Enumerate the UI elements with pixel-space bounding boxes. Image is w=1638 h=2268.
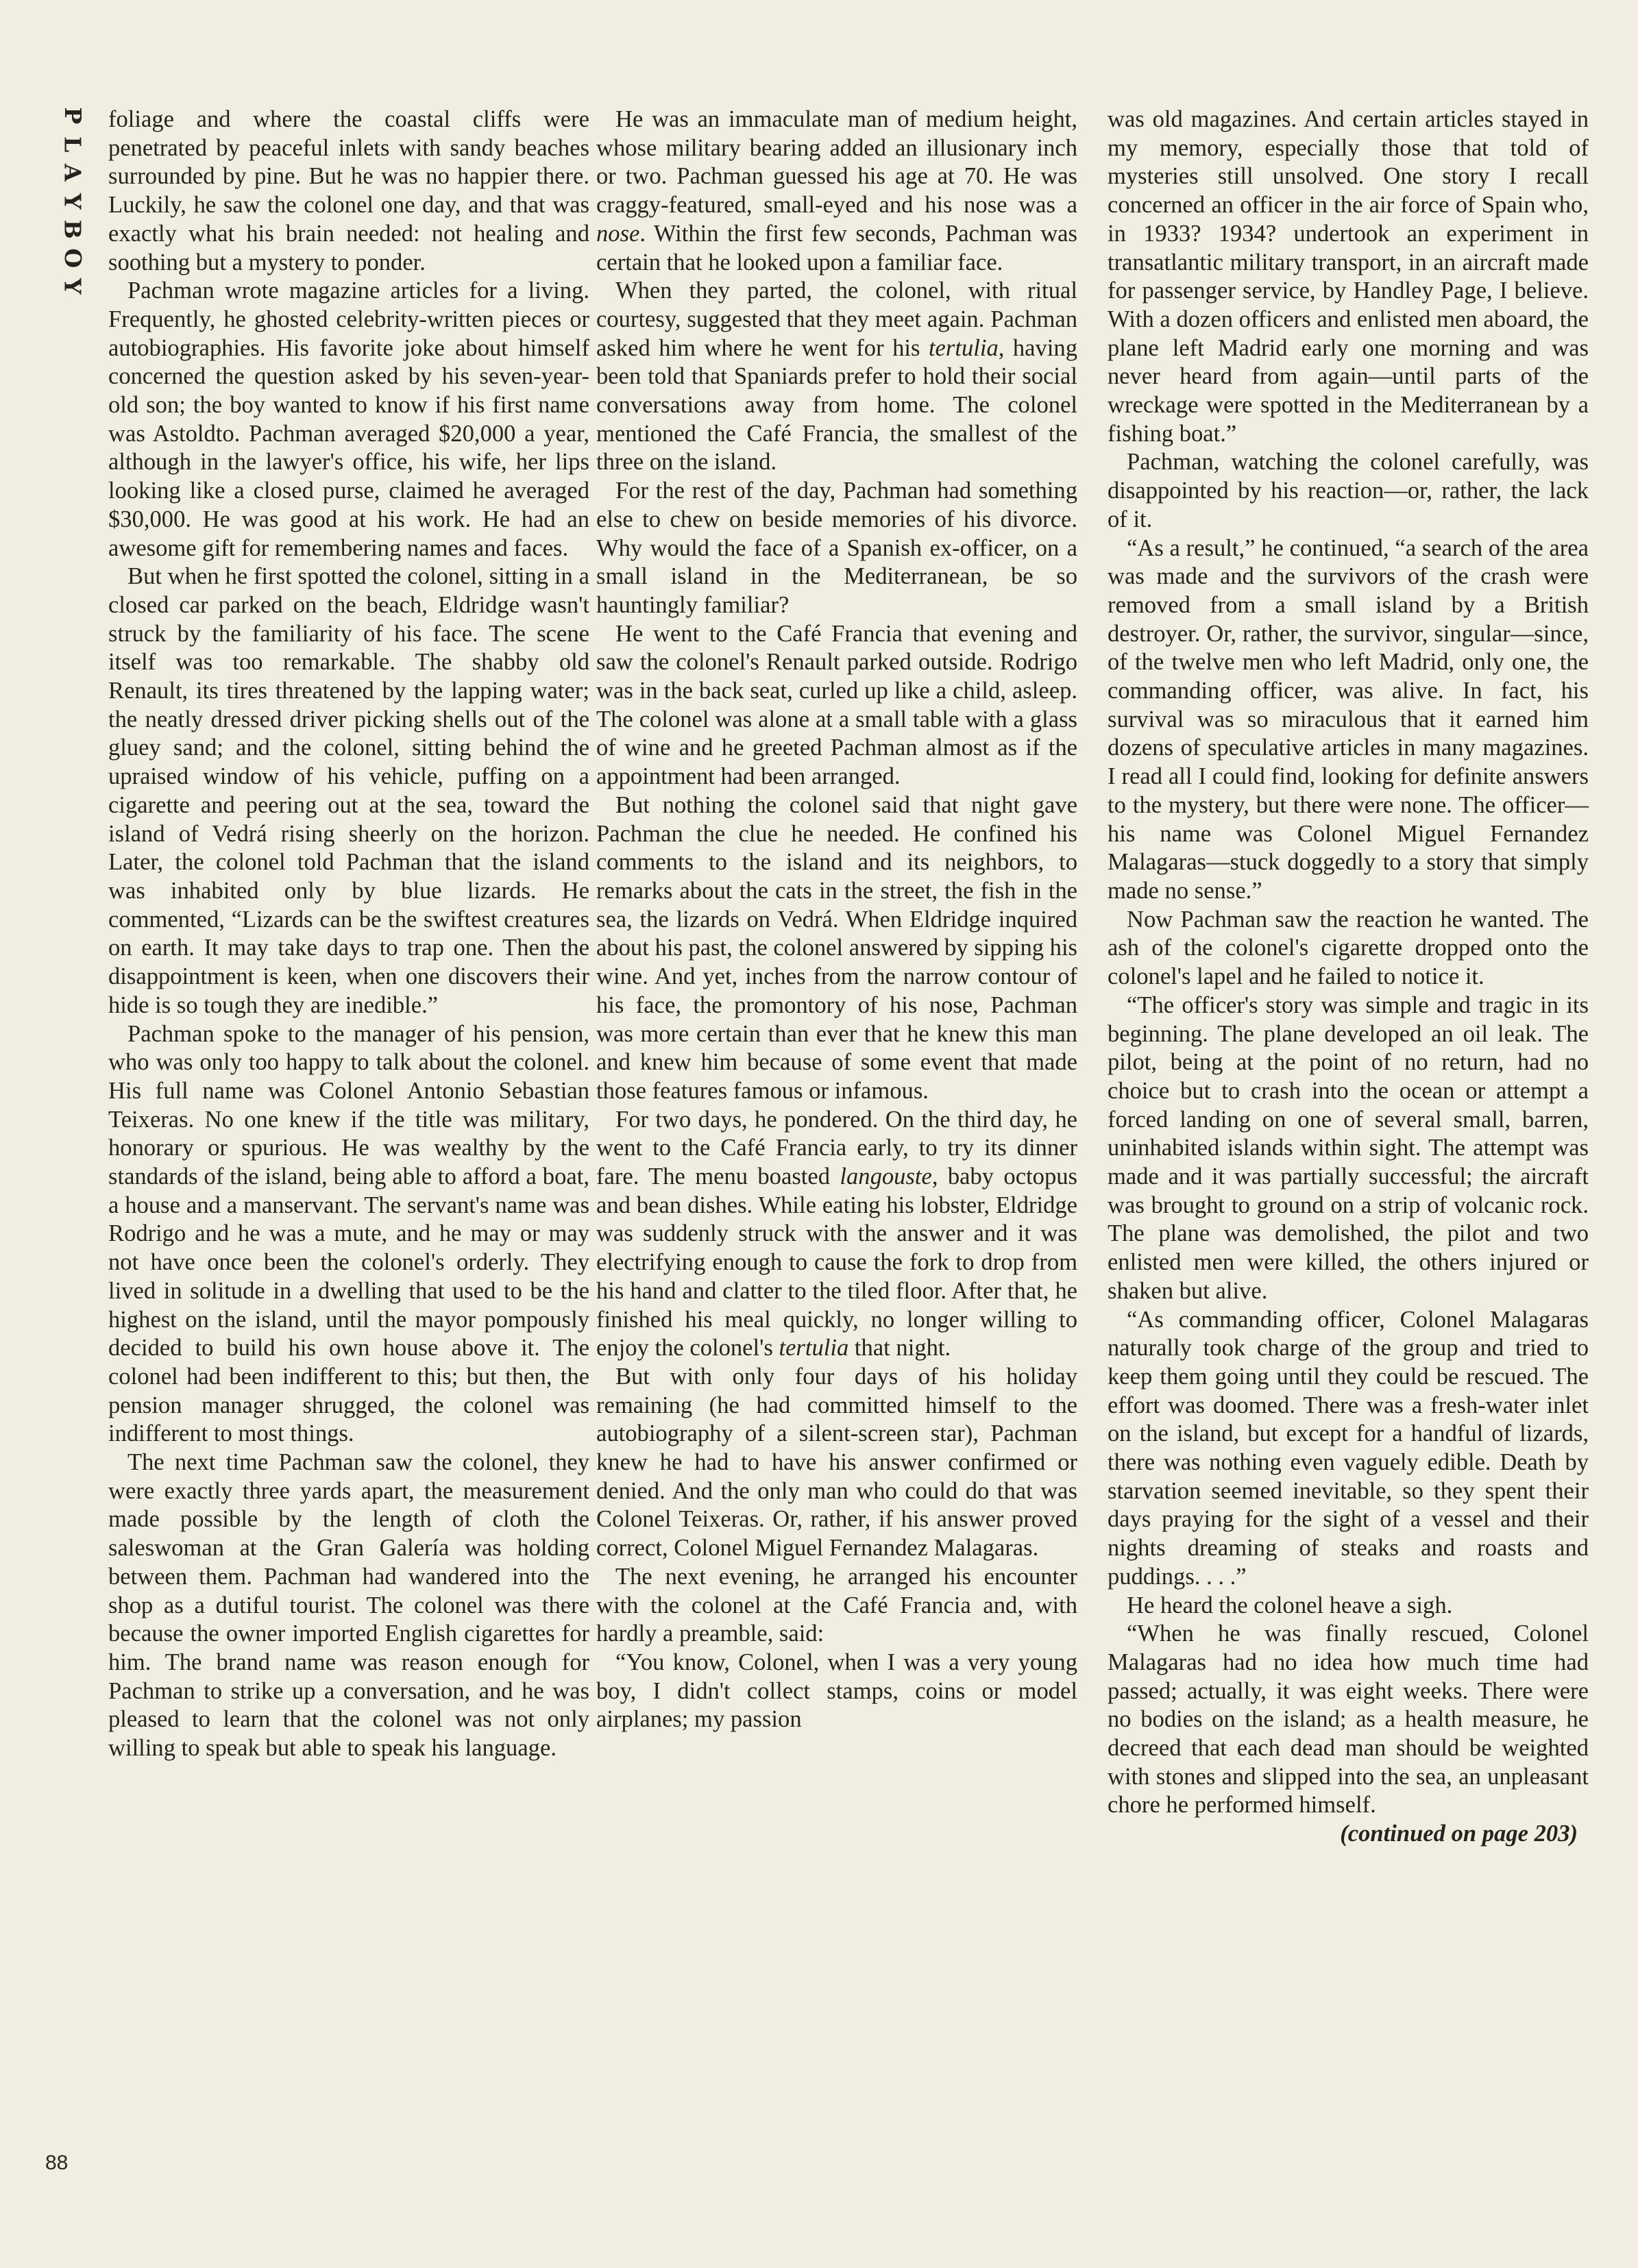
continued-notice: (continued on page 203) (1340, 1821, 1578, 1847)
paragraph (596, 277, 1077, 477)
masthead-letter: A (59, 163, 86, 182)
paragraph: “As commanding officer, Colonel Malagaras naturally took charge of the group and tried to keep them going until they could be rescued. The effort was doomed. There was a fresh-water inlet on the island, but except for a handful of lizards, there was nothing even vaguely edible. Death by starvation seemed inevitable, so they spent their days praying for the sight of a vessel and their nights dreaming of steaks and roasts and puddings. . . .” (1108, 1306, 1589, 1590)
paragraph: was old magazines. And certain articles stayed in my memory, especially those that told of mysteries still unsolved. One story I recall concerned an officer in the air force of Spain who, in 1933? 1934? undertook an experiment in transatlantic military transport, in an aircraft made for passenger service, by Handley Page, I believe. With a dozen officers and enlisted men aboard, the plane left Madrid early one morning and was never heard from again—until parts of the wreckage were spotted in the Mediterranean by a fishing boat.” (1108, 106, 1589, 447)
masthead-letter: Y (59, 278, 86, 295)
page-number: 88 (45, 2152, 69, 2174)
paragraph: He heard the colonel heave a sigh. (1127, 1592, 1453, 1618)
text-column-middle (596, 106, 1077, 1734)
italic-word: langouste (840, 1163, 932, 1190)
masthead-letter: Y (59, 193, 86, 210)
italic-word: tertulia (928, 334, 999, 361)
text-run: When they parted, the colonel, with ritual courtesy, suggested that they meet again. Pachman asked him where he went for his (596, 278, 1077, 361)
text-run: that night. (848, 1335, 951, 1361)
paragraph: “The officer's story was simple and tragic in its beginning. The plane developed an oil leak. The pilot, being at the point of no return, had no choice but to crash into the ocean or attempt a forced landing on one of several small, barren, uninhabited islands within sight. The attempt was made and it was partially successful; the aircraft was brought to ground on a strip of volcanic rock. The plane was demolished, the pilot and two enlisted men were killed, the others injured or shaken but alive. (1108, 991, 1589, 1304)
magazine-masthead (53, 101, 86, 301)
paragraph: “As a result,” he continued, “a search of the area was made and the survivors of the crash were removed from a small island by a British destroyer. Or, rather, the survivor, singular—since, of the twelve men who left Madrid, only one, the commanding officer, was alive. In fact, his survival was so miraculous that it earned him dozens of speculative articles in many magazines. I read all I could find, looking for definite answers to the mystery, but there were none. The officer—his name was Colonel Miguel Fernandez Malagaras—stuck doggedly to a story that simply made no sense.” (1108, 534, 1589, 904)
paragraph: But when he first spotted the colonel, sitting in a closed car parked on the beach, Eldridge wasn't struck by the familiarity of his face. The scene itself was too remarkable. The shabby old Renault, its tires threatened by the lapping water; the neatly dressed driver picking shells out of the gluey sand; and the colonel, sitting behind the upraised window of his vehicle, puffing on a cigarette and peering out at the sea, toward the island of Vedrá rising sheerly on the horizon. Later, the colonel told Pachman that the island was inhabited only by blue lizards. He commented, “Lizards can be the swiftest creatures on earth. It may take days to trap one. Then the disappointment is keen, when one discovers their hide is so tough they are inedible.” (108, 563, 589, 1018)
text-column-left (108, 106, 589, 1763)
paragraph: But with only four days of his holiday remaining (he had committed himself to the autobiography of a silent-screen star), Pachman knew he had to have his answer confirmed or denied. And the only man who could do that was Colonel Teixeras. Or, rather, if his answer proved correct, Colonel Miguel Fernandez Malagaras. (596, 1363, 1077, 1562)
text-run: . Within the first few seconds, Pachman was certain that he looked upon a familiar face. (596, 220, 1077, 275)
masthead-letter: O (59, 247, 86, 268)
paragraph: For the rest of the day, Pachman had something else to chew on beside memories of his divorce. Why would the face of a Spanish ex-officer, on a small island in the Mediterranean, be so hauntingly familiar? (596, 478, 1077, 618)
paragraph (596, 1106, 1077, 1363)
text-run: For two days, he pondered. On the third day, he went to the Café Francia early, to try its dinner fare. The menu boasted (596, 1106, 1077, 1190)
masthead-letter: P (59, 107, 86, 125)
paragraph (596, 106, 1077, 277)
masthead-letter: L (59, 136, 86, 152)
text-run: He was an immaculate man of medium height, whose military bearing added an illusionary inch or two. Pachman guessed his age at 70. He was craggy-featured, small-eyed and his nose was a (596, 106, 1077, 219)
paragraph: Pachman spoke to the manager of his pension, who was only too happy to talk about the colonel. His full name was Colonel Antonio Sebastian Teixeras. No one knew if the title was military, honorary or spurious. He was wealthy by the standards of the island, being able to afford a boat, a house and a manservant. The servant's name was Rodrigo and he was a mute, and he may or may not have once been the colonel's orderly. They lived in solitude in a dwelling that used to be the highest on the island, until the mayor pompously decided to build his own house above it. The colonel had been indifferent to this; but then, the pension manager shrugged, the colonel was indifferent to most things. (108, 1020, 589, 1447)
text-run: , baby octopus and bean dishes. While eating his lobster, Eldridge was suddenly struck with the answer and it was electrifying enough to cause the fork to drop from his hand and clatter to the tiled floor. After that, he finished his meal quickly, no longer willing to enjoy the colonel's (596, 1163, 1078, 1361)
paragraph: Now Pachman saw the reaction he wanted. The ash of the colonel's cigarette dropped onto the colonel's lapel and he failed to notice it. (1108, 906, 1589, 990)
text-column-right (1108, 106, 1589, 1849)
paragraph: The next time Pachman saw the colonel, they were exactly three yards apart, the measurement made possible by the length of cloth the saleswoman at the Gran Galería was holding between them. Pachman had wandered into the shop as a dutiful tourist. The colonel was there because the owner imported English cigarettes for him. The brand name was reason enough for Pachman to strike up a conversation, and he was pleased to learn that the colonel was not only willing to speak but able to speak his language. (108, 1449, 589, 1762)
paragraph: foliage and where the coastal cliffs were penetrated by peaceful inlets with sandy beaches surrounded by pine. But he was no happier there. Luckily, he saw the colonel one day, and that was exactly what his brain needed: not healing and soothing but a mystery to ponder. (108, 106, 589, 275)
italic-word: nose (596, 220, 640, 247)
paragraph: The next evening, he arranged his encounter with the colonel at the Café Francia and, with hardly a preamble, said: (596, 1563, 1077, 1647)
paragraph: “You know, Colonel, when I was a very young boy, I didn't collect stamps, coins or model airplanes; my passion (596, 1649, 1077, 1733)
paragraph: Pachman, watching the colonel carefully, was disappointed by his reaction—or, rather, the lack of it. (1108, 449, 1589, 532)
paragraph: “When he was finally rescued, Colonel Malagaras had no idea how much time had passed; actually, it was eight weeks. There were no bodies on the island; as a health measure, he decreed that each dead man should be weighted with stones and slipped into the sea, an unpleasant chore he performed himself. (1108, 1620, 1589, 1819)
paragraph: He went to the Café Francia that evening and saw the colonel's Renault parked outside. Rodrigo was in the back seat, curled up like a child, asleep. The colonel was alone at a small table with a glass of wine and he greeted Pachman almost as if the appointment had been arranged. (596, 620, 1077, 790)
paragraph: But nothing the colonel said that night gave Pachman the clue he needed. He confined his comments to the island and its neighbors, to remarks about the cats in the street, the fish in the sea, the lizards on Vedrá. When Eldridge inquired about his past, the colonel answered by sipping his wine. And yet, inches from the narrow contour of his face, the promontory of his nose, Pachman was more certain than ever that he knew this man and knew him because of some event that made those features famous or infamous. (596, 791, 1078, 1104)
italic-word: tertulia (779, 1335, 849, 1361)
masthead-letter: B (59, 219, 86, 239)
paragraph: Pachman wrote magazine articles for a living. Frequently, he ghosted celebrity-written pieces or autobiographies. His favorite joke about himself concerned the question asked by his seven-year-old son; the boy wanted to know if his first name was Astoldto. Pachman averaged $20,000 a year, although in the lawyer's office, his wife, her lips looking like a closed purse, claimed he averaged $30,000. He was good at his work. He had an awesome gift for remembering names and faces. (108, 278, 589, 561)
text-run: , having been told that Spaniards prefer to hold their social conversations away from home. The colonel mentioned the Café Francia, the smallest of the three on the island. (596, 334, 1077, 476)
